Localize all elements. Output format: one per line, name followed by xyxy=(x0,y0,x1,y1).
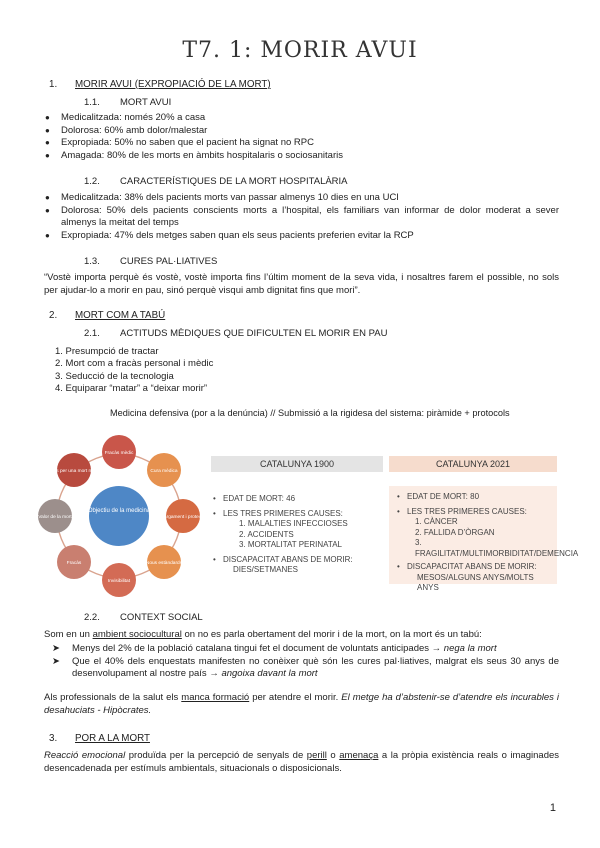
cycle-node-label: Fracàs xyxy=(66,561,82,566)
catalunya-2021-header: CATALUNYA 2021 xyxy=(389,456,557,472)
list-item: ➤ Menys del 2% de la població catalana tingui fet el document de voluntats anticipades → nega la mort xyxy=(52,643,497,654)
section-2-1-heading: 2.1. ACTITUDS MÈDIQUES QUE DIFICULTEN EL MORIR EN PAU xyxy=(84,328,388,339)
list-item: ● Amagada: 80% de les morts en àmbits hospitalaris o sociosanitaris xyxy=(44,150,564,163)
discapacitat-value-1900: DIES/SETMANES xyxy=(233,565,298,574)
page-title: T7. 1: MORIR AVUI xyxy=(182,38,418,63)
context-social-intro: Som en un ambient sociocultural on no es parla obertament del morir i de la mort, on la mort és un tabú: xyxy=(44,629,482,640)
discapacitat-value-2021: MESOS/ALGUNS ANYS/MOLTS ANYS xyxy=(417,572,534,592)
edat-mort-1900: • EDAT DE MORT: 46 xyxy=(213,494,383,505)
cycle-node-label: Nous estàndards xyxy=(145,561,183,566)
cause-item: 2. FALLIDA D’ÒRGAN xyxy=(415,527,495,537)
actituds-list xyxy=(55,346,455,396)
cycle-center-node xyxy=(89,486,149,546)
cause-item: 2. ACCIDENTS xyxy=(239,529,294,539)
catalunya-2021-box xyxy=(397,492,579,594)
catalunya-1900-header: CATALUNYA 1900 xyxy=(211,456,383,472)
section-1-heading: 1. MORIR AVUI (EXPROPIACIÓ DE LA MORT) xyxy=(49,79,271,90)
section-1-1-heading: 1.1. MORT AVUI xyxy=(84,97,172,108)
cycle-node-label: Allargament i protecció xyxy=(158,515,208,520)
cycle-center-label: Objectiu de la medicina xyxy=(87,508,151,514)
cause-item: 3. FRAGILITAT/MULTIMORBIDITAT/DEMENCIA xyxy=(415,538,579,558)
page-number: 1 xyxy=(549,802,556,814)
list-item: 4. Equiparar “matar” a “deixar morir” xyxy=(55,383,208,395)
list-item: ● Expropiada: 50% no saben que el pacient ha signat no RPC xyxy=(44,137,564,150)
cycle-node-label: Valor de la mort xyxy=(38,515,72,520)
por-mort-paragraph: Reacció emocional produïda per la percepció de senyals de perill o amenaça a la pròpia existència reals o imaginades desencadenada per estímuls ambientals, situacionals o disposicionals. xyxy=(44,750,560,774)
section-1-2-heading: 1.2. CARACTERÍSTIQUES DE LA MORT HOSPITALÀRIA xyxy=(84,176,348,187)
causes-label-1900: • LES TRES PRIMERES CAUSES: xyxy=(213,509,383,520)
cures-paliatives-quote: “Vostè importa perquè és vostè, vostè importa fins l’últim moment de la seva vida, i nosaltres farem el possible, no sols per ajudar-lo a morir en pau, sinó perquè visqui amb dignitat fins que mori”. xyxy=(44,272,559,296)
list-item: ● Expropiada: 47% dels metges saben quan els seus pacients preferien evitar la RCP xyxy=(44,230,559,243)
causes-label-2021: • LES TRES PRIMERES CAUSES: xyxy=(397,507,555,518)
mort-avui-list xyxy=(44,112,564,162)
cycle-node-label: Invisibilitat xyxy=(107,579,131,584)
cycle-diagram xyxy=(30,428,210,604)
professionals-paragraph: Als professionals de la salut els manca formació per atendre el morir. El metge ha d’abstenir-se d’atendre els incurables i desahuciats - Hipòcrates. xyxy=(44,692,559,716)
caracteristiques-list xyxy=(44,192,559,242)
cause-item: 1. CÀNCER xyxy=(415,517,458,526)
list-item: 2. Mort com a fracàs personal i mèdic xyxy=(55,358,214,370)
list-item: 3. Seducció de la tecnologia xyxy=(55,370,174,382)
catalunya-1900-box xyxy=(213,494,383,576)
section-1-3-heading: 1.3. CURES PAL·LIATIVES xyxy=(84,256,218,267)
section-3-heading: 3. POR A LA MORT xyxy=(49,733,150,744)
list-item: ● Medicalitzada: 38% dels pacients morts van passar almenys 10 dies en una UCI xyxy=(44,192,559,205)
list-item: ● Medicalitzada: només 20% a casa xyxy=(44,112,564,125)
section-2-heading: 2. MORT COM A TABÚ xyxy=(49,310,166,321)
medicina-defensiva-note: Medicina defensiva (por a la denúncia) // Submissió a la rigidesa del sistema: piràmide + protocols xyxy=(110,408,510,418)
cause-item: 1. MALALTIES INFECCIOSES xyxy=(239,519,348,528)
discapacitat-2021: • DISCAPACITAT ABANS DE MORIR: xyxy=(397,562,555,573)
context-social-list xyxy=(44,643,559,681)
list-item: ➤ Que el 40% dels enquestats manifesten no conèixer què són les cures pal·liatives, malgrat els seus 30 anys de desenvolupament al nostre país → angoixa davant la mort xyxy=(52,655,559,680)
arrow-icon: ➤ xyxy=(52,655,60,667)
list-item: ● Dolorosa: 50% dels pacients conscients morts a l’hospital, els familiars van informar de dolor moderat a sever almenys la meitat del temps xyxy=(44,205,559,230)
list-item: 1. Presumpció de tractar xyxy=(55,346,159,357)
discapacitat-1900: • DISCAPACITAT ABANS DE MORIR: xyxy=(213,555,383,566)
list-item: ● Dolorosa: 60% amb dolor/malestar xyxy=(44,125,564,138)
edat-mort-2021: • EDAT DE MORT: 80 xyxy=(397,492,555,503)
cycle-node-label: Cura mèdica xyxy=(150,469,178,474)
cycle-node-label: Fracàs mèdic xyxy=(104,451,134,456)
arrow-icon: ➤ xyxy=(52,643,60,654)
cause-item: 3. MORTALITAT PERINATAL xyxy=(239,540,342,549)
cycle-node-label: Fracàs per una mort mèdica xyxy=(44,469,104,474)
section-2-2-heading: 2.2. CONTEXT SOCIAL xyxy=(84,612,203,623)
